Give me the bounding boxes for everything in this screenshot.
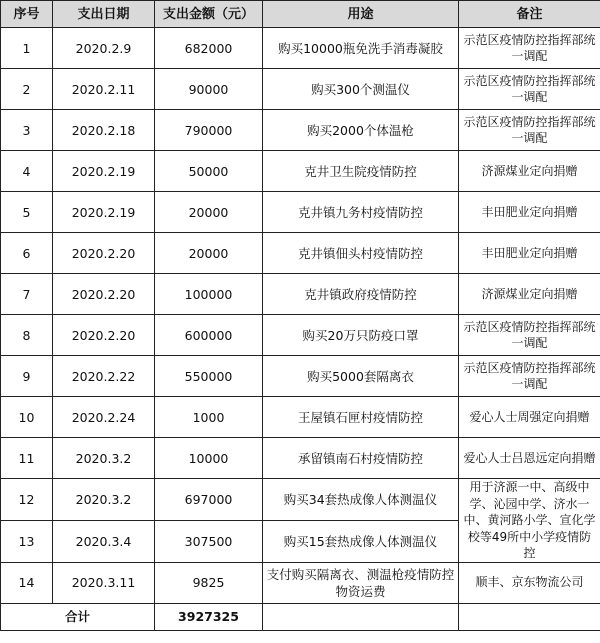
- row-index: 6: [1, 233, 53, 274]
- row-index: 7: [1, 274, 53, 315]
- row-amount: 9825: [155, 562, 263, 603]
- row-note: 示范区疫情防控指挥部统一调配: [459, 28, 600, 69]
- row-amount: 90000: [155, 69, 263, 110]
- row-note: 顺丰、京东物流公司: [459, 562, 600, 603]
- table-row: [1, 69, 600, 110]
- table-row: [1, 28, 600, 69]
- row-date: 2020.2.19: [53, 192, 155, 233]
- row-index: 10: [1, 397, 53, 438]
- row-date: 2020.2.19: [53, 151, 155, 192]
- row-note: 济源煤业定向捐赠: [459, 151, 600, 192]
- header-purpose: 用途: [263, 1, 459, 28]
- row-index: 14: [1, 562, 53, 603]
- row-amount: 307500: [155, 520, 263, 562]
- row-amount: 20000: [155, 233, 263, 274]
- row-index: 2: [1, 69, 53, 110]
- row-index: 13: [1, 520, 53, 562]
- header-date: 支出日期: [53, 1, 155, 28]
- row-amount: 10000: [155, 438, 263, 479]
- row-purpose: 购买2000个体温枪: [263, 110, 459, 151]
- row-index: 1: [1, 28, 53, 69]
- row-date: 2020.3.2: [53, 479, 155, 521]
- table-row: [1, 397, 600, 438]
- row-index: 12: [1, 479, 53, 521]
- row-date: 2020.3.4: [53, 520, 155, 562]
- row-index: 11: [1, 438, 53, 479]
- table-row: [1, 356, 600, 397]
- row-note: 爱心人士周强定向捐赠: [459, 397, 600, 438]
- row-note: 济源煤业定向捐赠: [459, 274, 600, 315]
- row-purpose: 购买10000瓶免洗手消毒凝胶: [263, 28, 459, 69]
- table-row: [1, 315, 600, 356]
- row-amount: 20000: [155, 192, 263, 233]
- row-index: 5: [1, 192, 53, 233]
- table-row: [1, 233, 600, 274]
- table-row: [1, 479, 600, 521]
- row-amount: 697000: [155, 479, 263, 521]
- row-date: 2020.3.2: [53, 438, 155, 479]
- row-index: 9: [1, 356, 53, 397]
- header-note: 备注: [459, 1, 600, 28]
- row-amount: 550000: [155, 356, 263, 397]
- table-row: [1, 562, 600, 603]
- total-empty-purpose: [263, 603, 459, 630]
- row-date: 2020.2.20: [53, 233, 155, 274]
- row-amount: 100000: [155, 274, 263, 315]
- header-index: 序号: [1, 1, 53, 28]
- row-date: 2020.2.24: [53, 397, 155, 438]
- row-purpose: 克井镇政府疫情防控: [263, 274, 459, 315]
- total-row: [1, 603, 600, 630]
- header-amount: 支出金额（元）: [155, 1, 263, 28]
- row-purpose: 购买20万只防疫口罩: [263, 315, 459, 356]
- total-empty-note: [459, 603, 600, 630]
- row-purpose: 购买5000套隔离衣: [263, 356, 459, 397]
- table-row: [1, 438, 600, 479]
- row-note: 爱心人士吕恩远定向捐赠: [459, 438, 600, 479]
- row-amount: 1000: [155, 397, 263, 438]
- row-note: 丰田肥业定向捐赠: [459, 192, 600, 233]
- total-amount: 3927325: [155, 603, 263, 630]
- row-purpose: 克井镇九务村疫情防控: [263, 192, 459, 233]
- row-purpose: 购买300个测温仪: [263, 69, 459, 110]
- row-note: 示范区疫情防控指挥部统一调配: [459, 356, 600, 397]
- row-date: 2020.2.9: [53, 28, 155, 69]
- row-date: 2020.2.22: [53, 356, 155, 397]
- row-date: 2020.2.20: [53, 274, 155, 315]
- row-purpose: 克井卫生院疫情防控: [263, 151, 459, 192]
- row-purpose: 王屋镇石匣村疫情防控: [263, 397, 459, 438]
- row-date: 2020.3.11: [53, 562, 155, 603]
- row-date: 2020.2.20: [53, 315, 155, 356]
- row-date: 2020.2.18: [53, 110, 155, 151]
- header-row: [1, 1, 600, 28]
- table-row: [1, 192, 600, 233]
- row-purpose: 支付购买隔离衣、测温枪疫情防控物资运费: [263, 562, 459, 603]
- table-row: [1, 274, 600, 315]
- row-note: 示范区疫情防控指挥部统一调配: [459, 315, 600, 356]
- table-row: [1, 110, 600, 151]
- row-index: 3: [1, 110, 53, 151]
- table-row: [1, 151, 600, 192]
- row-note: 示范区疫情防控指挥部统一调配: [459, 110, 600, 151]
- row-purpose: 购买15套热成像人体测温仪: [263, 520, 459, 562]
- row-amount: 600000: [155, 315, 263, 356]
- row-note: 示范区疫情防控指挥部统一调配: [459, 69, 600, 110]
- row-note: 丰田肥业定向捐赠: [459, 233, 600, 274]
- row-purpose: 购买34套热成像人体测温仪: [263, 479, 459, 521]
- row-amount: 790000: [155, 110, 263, 151]
- row-amount: 50000: [155, 151, 263, 192]
- row-index: 8: [1, 315, 53, 356]
- row-amount: 682000: [155, 28, 263, 69]
- row-purpose: 克井镇佃头村疫情防控: [263, 233, 459, 274]
- row-purpose: 承留镇南石村疫情防控: [263, 438, 459, 479]
- row-date: 2020.2.11: [53, 69, 155, 110]
- total-label: 合计: [1, 603, 155, 630]
- row-note-merged: 用于济源一中、高级中学、沁园中学、济水一中、黄河路小学、宣化学校等49所中小学疫情防控: [459, 479, 600, 563]
- row-index: 4: [1, 151, 53, 192]
